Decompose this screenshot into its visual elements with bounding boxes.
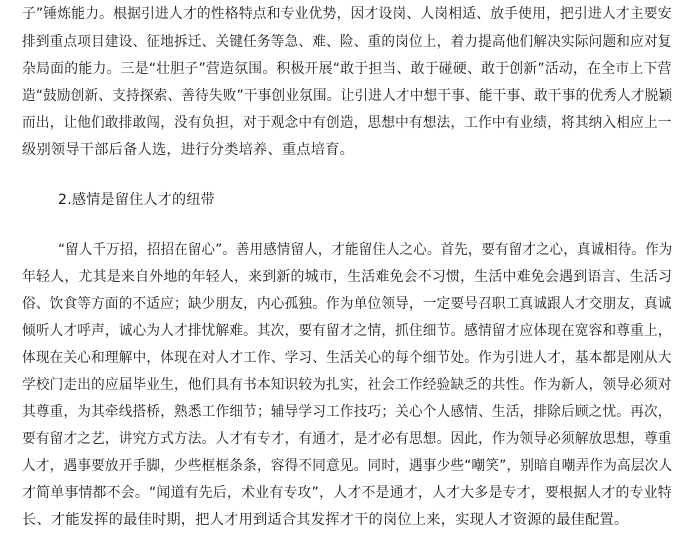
paragraph2-line-6: 学校门走出的应届毕业生，他们具有书本知识较为扎实，社会工作经验缺乏的共性。作为新人，领导必须对 — [22, 377, 672, 393]
paragraph2-line-7: 其尊重，为其牵线搭桥，熟悉工作细节；辅导学习工作技巧；关心个人感情、生活，排除后顾之忧。再次， — [22, 404, 672, 420]
paragraph1-line-2: 排到重点项目建设、征地拆迁、关键任务等急、难、险、重的岗位上，着力提高他们解决实际问题和应对复 — [22, 34, 672, 50]
paragraph2-line-4: 倾听人才呼声，诚心为人才排忧解难。其次，要有留才之情，抓住细节。感情留才应体现在宽容和尊重上， — [22, 323, 672, 339]
paragraph2-line-11: 长、才能发挥的最佳时期，把人才用到适合其发挥才干的岗位上来，实现人才资源的最佳配置。 — [22, 512, 629, 528]
paragraph1-line-5: 而出，让他们敢排敢闯，没有负担，对于观念中有创造，思想中有想法，工作中有业绩，将其纳入相应上一 — [22, 115, 672, 131]
paragraph2-line-1: “留人千万招，招招在留心”。善用感情留人，才能留住人之心。首先，要有留才之心，真诚相待。作为 — [58, 242, 673, 258]
paragraph2-line-5: 体现在关心和理解中，体现在对人才工作、学习、生活关心的每个细节处。作为引进人才，基本都是刚从大 — [22, 350, 672, 366]
paragraph1-line-4: 造“鼓励创新、支持探索、善待失败”干事创业氛围。让引进人才中想干事、能干事、敢干事的优秀人才脱颖 — [22, 88, 673, 104]
paragraph1-line-6: 级别领导干部后备人选，进行分类培养、重点培育。 — [22, 142, 355, 158]
paragraph2-line-10: 才简单事情都不会。“闻道有先后，术业有专攻”，人才不是通才，人才大多是专才，要根据人才的专业特 — [22, 485, 672, 501]
paragraph2-line-2: 年轻人，尤其是来自外地的年轻人，来到新的城市，生活难免会不习惯，生活中难免会遇到语言、生活习 — [22, 269, 673, 285]
paragraph2-line-3: 俗、饮食等方面的不适应；缺少朋友，内心孤独。作为单位领导，一定要号召职工真诚跟人才交朋友，真诚 — [22, 296, 672, 312]
paragraph1-line-1: 子”锤炼能力。根据引进人才的性格特点和专业优势，因才设岗、人岗相适、放手使用，把引进人才主要安 — [22, 6, 672, 22]
paragraph2-line-8: 要有留才之艺，讲究方式方法。人才有专才，有通才，是才必有思想。因此，作为领导必须解放思想，尊重 — [22, 431, 672, 447]
paragraph1-line-3: 杂局面的能力。三是“壮胆子”营造氛围。积极开展“敢于担当、敢于碰硬、敢于创新”活动，在全市上下营 — [22, 61, 672, 77]
section-heading: 2.感情是留住人才的纽带 — [58, 192, 215, 208]
paragraph2-line-9: 人才，遇事要放开手脚，少些框框条条，容得不同意见。同时，遇事少些“嘲笑”，别暗自嘲弄作为高层次人 — [22, 458, 673, 474]
